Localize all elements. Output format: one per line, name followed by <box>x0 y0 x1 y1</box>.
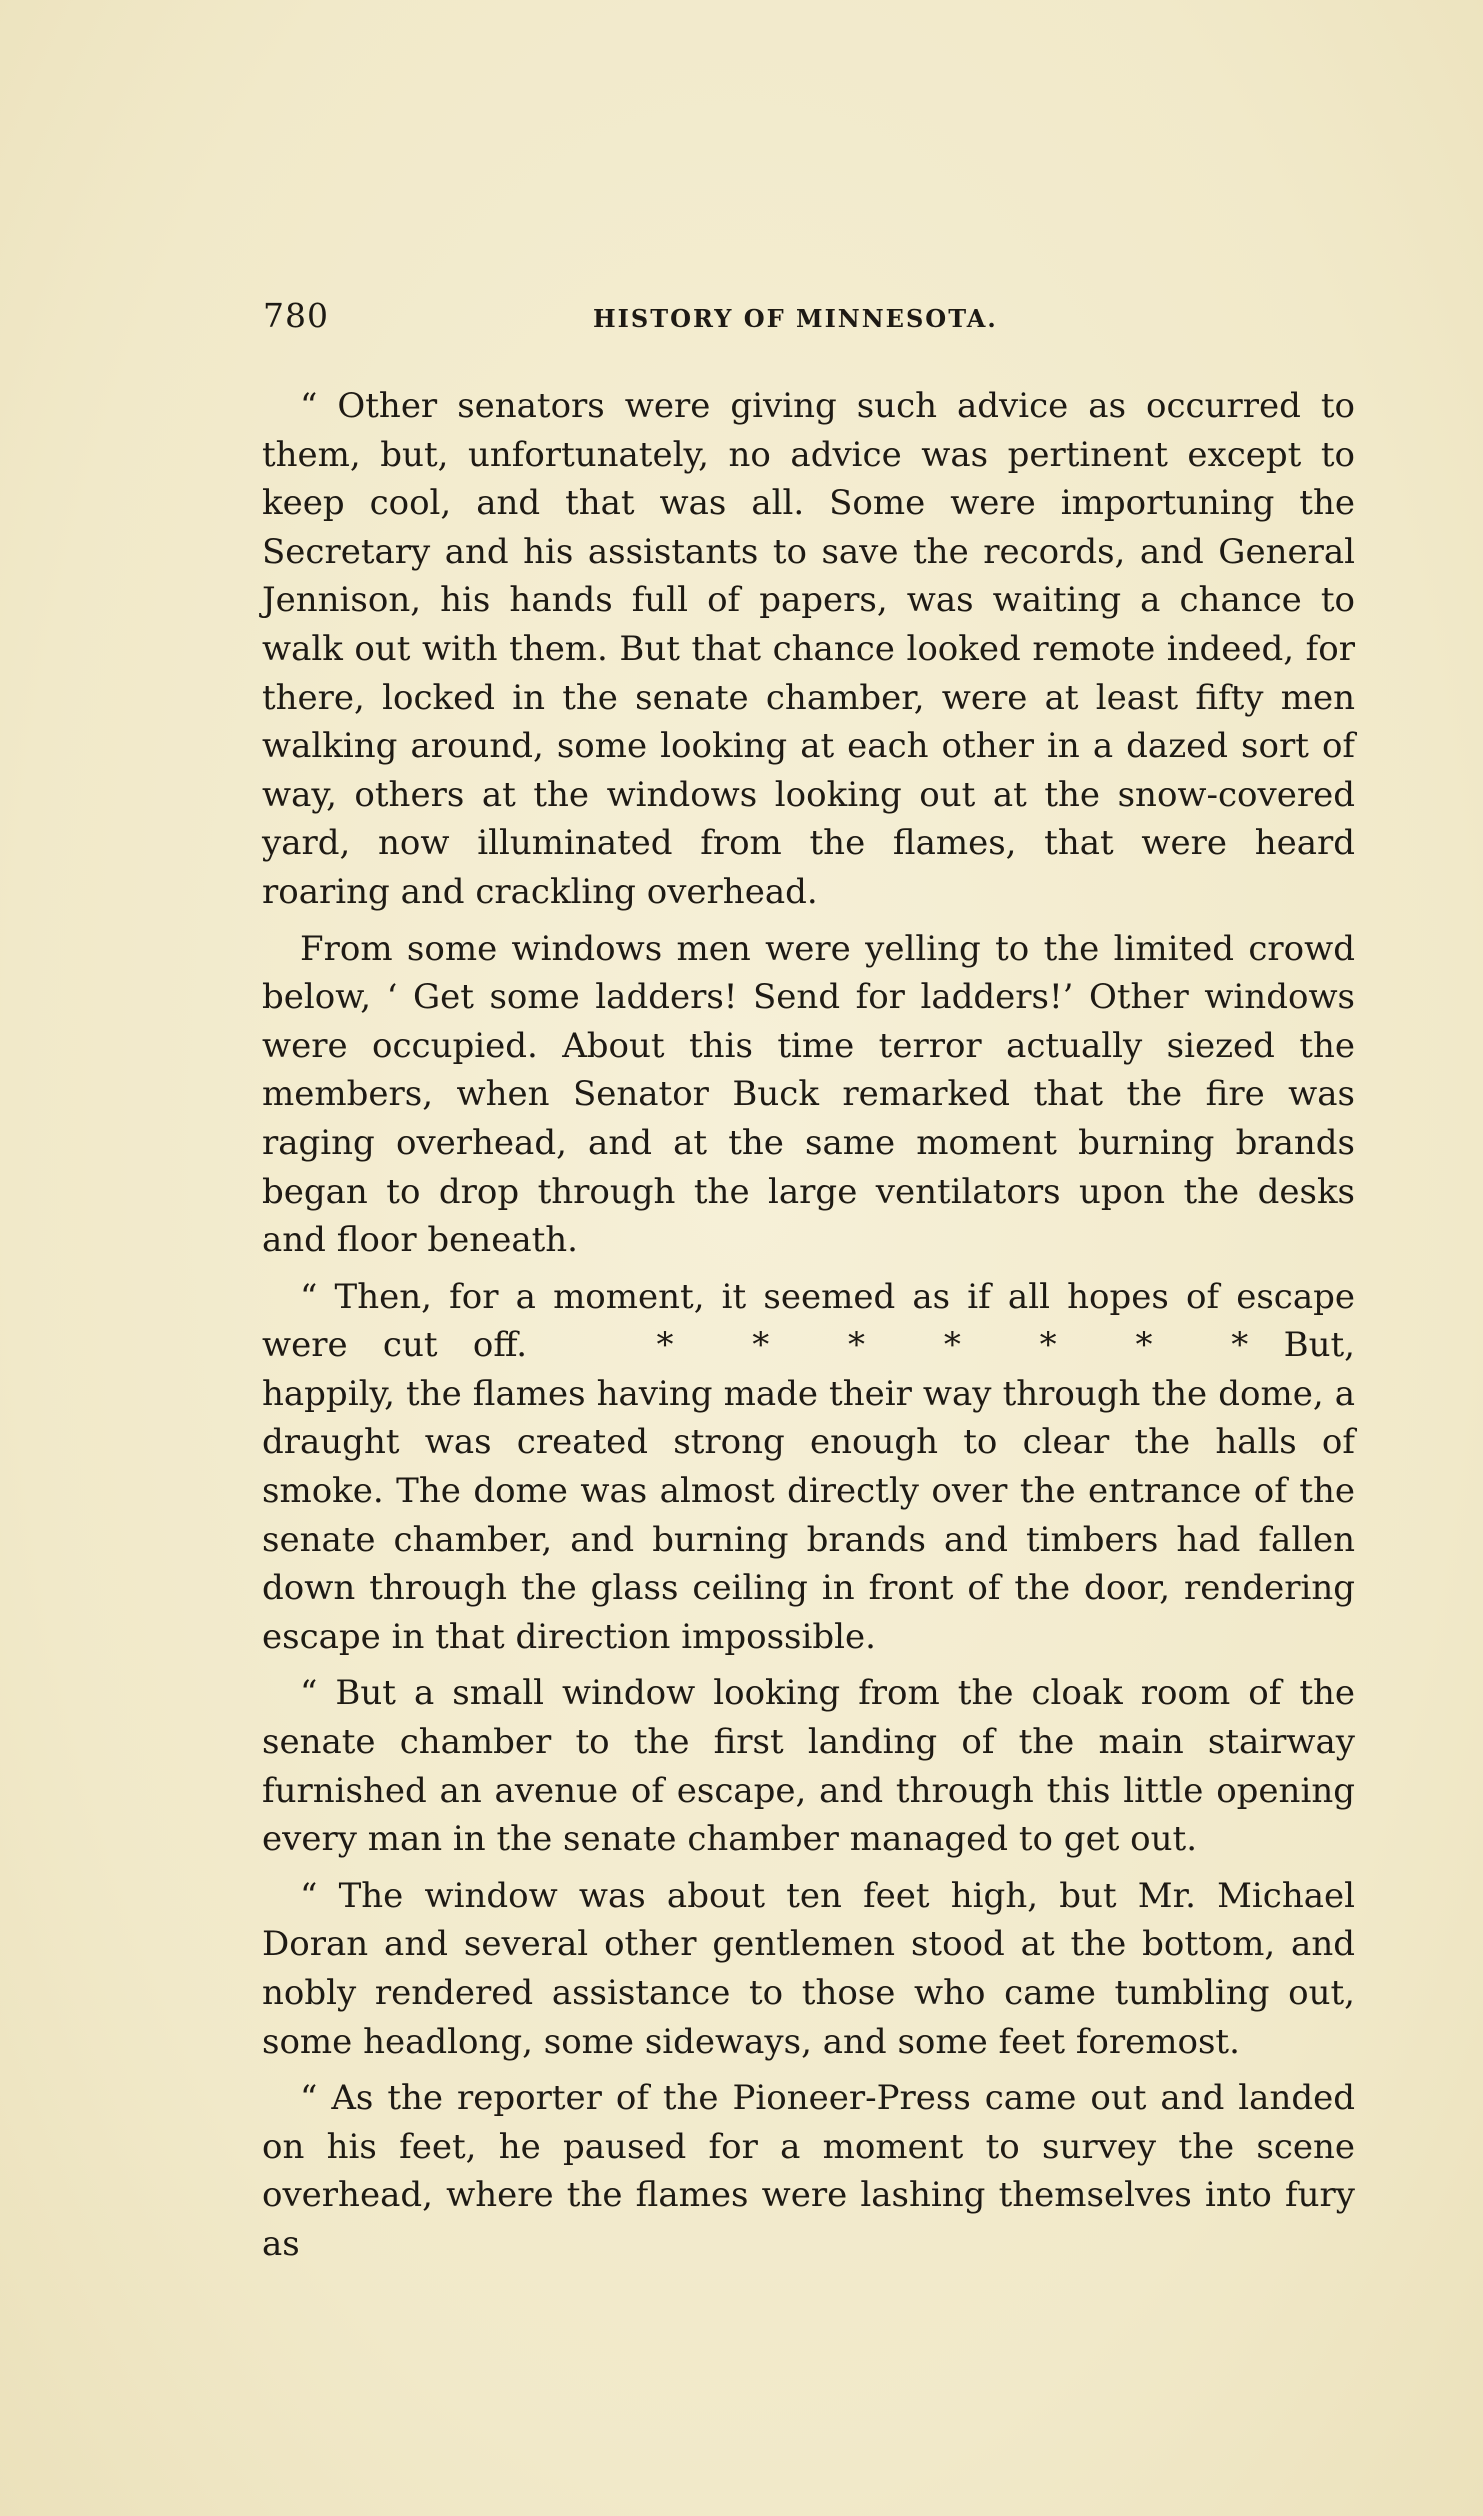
paragraph <box>262 1273 1355 1662</box>
paragraph: “ As the reporter of the Pioneer-Press came out and landed on his feet, he paused for a moment to survey the scene overhead, where the flames were lashing themselves into fury as <box>262 2078 1355 2264</box>
paragraph-text: “ Then, for a moment, it seemed as if all hopes of escape were cut off. <box>262 1276 1355 1366</box>
body-text <box>262 382 1355 2269</box>
running-head: HISTORY OF MINNESOTA. <box>593 304 998 333</box>
ellipsis-stars: * * * * * * * <box>656 1325 1249 1366</box>
page-number: 780 <box>263 296 329 335</box>
paragraph: “ The window was about ten feet high, but Mr. Michael Doran and several other gentlemen stood at the bottom, and nobly rendered assistance to those who came tumbling out, some headlong, some sideways, and some feet foremost. <box>262 1875 1355 2062</box>
paragraph-text: But, happily, the flames having made their way through the dome, a draught was created strong enough to clear the halls of smoke. The dome was almost directly over the entrance of the senate chamber, and burning brands and timbers had fallen down through the glass ceiling in front of the door, rendering escape in that direction impossible. <box>262 1325 1355 1657</box>
paragraph: From some windows men were yelling to the limited crowd below, ‘ Get some ladders! Send for ladders!’ Other windows were occupied. About this time terror actually siezed the members, when Senator Buck remarked that the fire was raging overhead, and at the same moment burning brands began to drop through the large ventilators upon the desks and floor beneath. <box>262 928 1355 1261</box>
paragraph: “ Other senators were giving such advice as occurred to them, but, unfortunately, no advice was pertinent except to keep cool, and that was all. Some were importuning the Secretary and his assistants to save the records, and General Jennison, his hands full of papers, was waiting a chance to walk out with them. But that chance looked remote indeed, for there, locked in the senate chamber, were at least fifty men walking around, some looking at each other in a dazed sort of way, others at the windows looking out at the snow-covered yard, now illuminated from the flames, that were heard roaring and crackling overhead. <box>262 386 1355 912</box>
page-header <box>263 296 1023 346</box>
paragraph: “ But a small window looking from the cloak room of the senate chamber to the first landing of the main stairway furnished an avenue of escape, and through this little opening every man in the senate chamber managed to get out. <box>262 1673 1355 1860</box>
